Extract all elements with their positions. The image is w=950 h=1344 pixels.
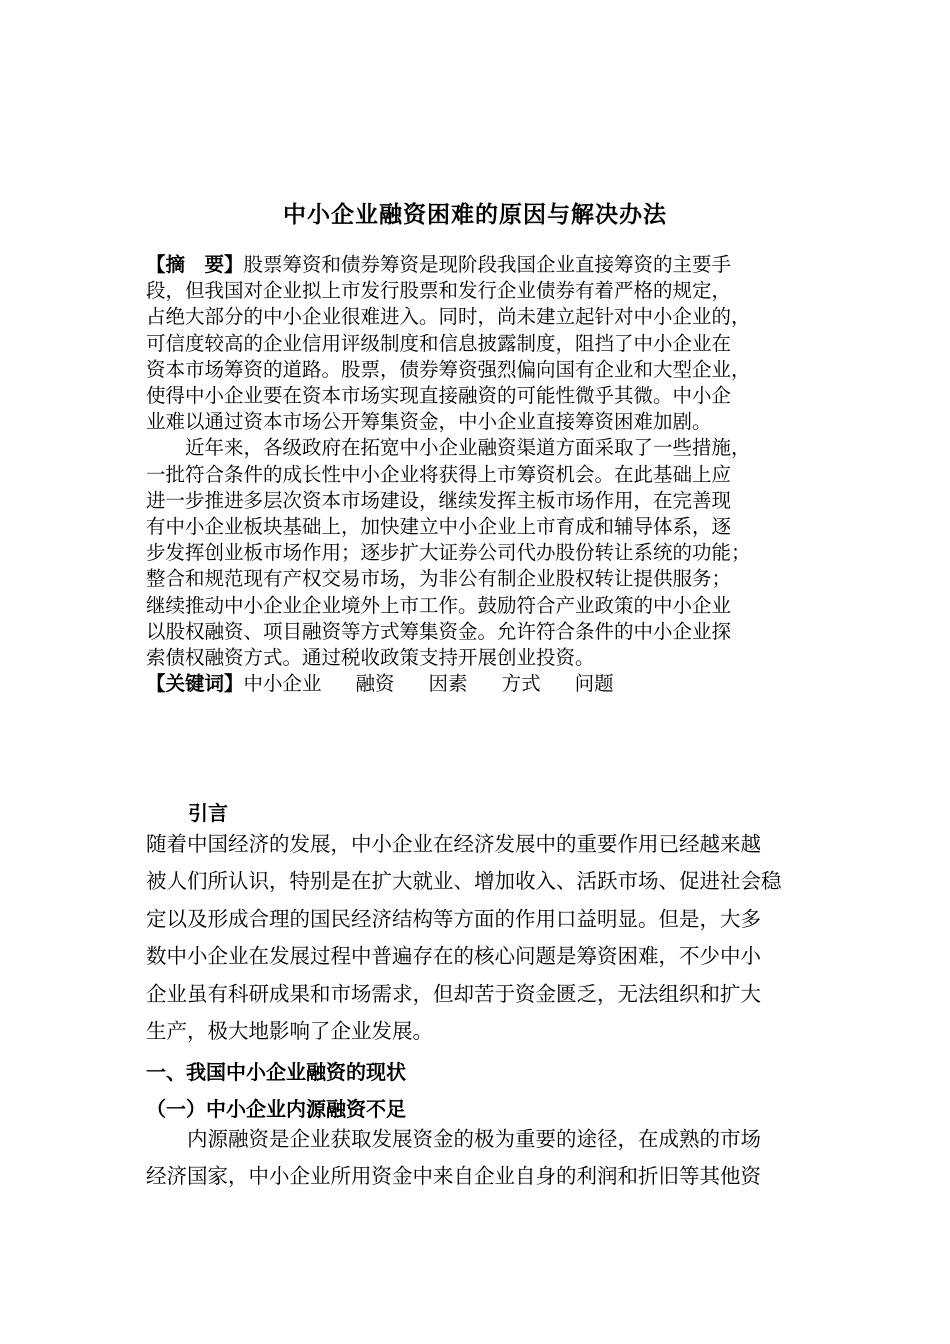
abstract-label: 【摘 要】 xyxy=(146,253,244,276)
abstract-line: 业难以通过资本市场公开筹集资金，中小企业直接筹资困难加剧。 xyxy=(146,410,712,434)
paragraph-line: 随着中国经济的发展，中小企业在经济发展中的重要作用已经越来越 xyxy=(146,832,761,856)
paragraph-line: 数中小企业在发展过程中普遍存在的核心问题是筹资困难，不少中小 xyxy=(146,944,761,969)
abstract-line: 有中小企业板块基础上，加快建立中小企业上市育成和辅导体系，逐 xyxy=(146,515,732,539)
abstract-line: 占绝大部分的中小企业很难进入。同时，尚未建立起针对中小企业的， xyxy=(146,305,751,329)
abstract-line: 进一步推进多层次资本市场建设，继续发挥主板市场作用，在完善现 xyxy=(146,488,732,512)
abstract-line: 近年来，各级政府在拓宽中小企业融资渠道方面采取了一些措施， xyxy=(146,436,751,460)
abstract-line: 以股权融资、项目融资等方式筹集资金。允许符合条件的中小企业探 xyxy=(146,619,732,643)
paragraph-line: 内源融资是企业获取发展资金的极为重要的途径，在成熟的市场 xyxy=(146,1127,761,1151)
abstract-line: 整合和规范现有产权交易市场，为非公有制企业股权转让提供服务； xyxy=(146,567,732,591)
paragraph-line: 经济国家，中小企业所用资金中来自企业自身的利润和折旧等其他资 xyxy=(146,1164,761,1189)
abstract-line: 步发挥创业板市场作用；逐步扩大证券公司代办股份转让系统的功能； xyxy=(146,541,751,565)
abstract-line: 资本市场筹资的道路。股票，债券筹资强烈偏向国有企业和大型企业， xyxy=(146,357,751,381)
abstract-line: 继续推动中小企业企业境外上市工作。鼓励符合产业政策的中小企业 xyxy=(146,593,732,617)
abstract-block xyxy=(146,252,818,697)
abstract-line: 一批符合条件的成长性中小企业将获得上市筹资机会。在此基础上应 xyxy=(146,462,732,486)
abstract-line: 【摘 要】股票筹资和债券筹资是现阶段我国企业直接筹资的主要手 xyxy=(146,253,732,276)
keyword: 因素 xyxy=(428,672,468,696)
section-paragraph xyxy=(146,1121,818,1196)
paragraph-line: 生产，极大地影响了企业发展。 xyxy=(146,1019,433,1044)
intro-paragraph xyxy=(146,826,818,1050)
paragraph-line: 被人们所认识，特别是在扩大就业、增加收入、活跃市场、促进社会稳 xyxy=(146,869,782,894)
keyword: 中小企业 xyxy=(243,672,322,696)
intro-heading: 引言 xyxy=(188,801,228,825)
subsection-heading: （一）中小企业内源融资不足 xyxy=(146,1097,406,1121)
abstract-line: 可信度较高的企业信用评级制度和信息披露制度，阻挡了中小企业在 xyxy=(146,331,732,355)
paragraph-line: 定以及形成合理的国民经济结构等方面的作用口益明显。但是，大多 xyxy=(146,906,761,931)
keywords-line xyxy=(146,671,818,697)
section-heading: 一、我国中小企业融资的现状 xyxy=(146,1060,406,1084)
abstract-line: 索债权融资方式。通过税收政策支持开展创业投资。 xyxy=(146,646,595,670)
document-title: 中小企业融资困难的原因与解决办法 xyxy=(283,202,667,228)
keyword: 方式 xyxy=(501,672,541,696)
keyword: 问题 xyxy=(574,672,614,696)
abstract-line: 段，但我国对企业拟上市发行股票和发行企业债券有着严格的规定， xyxy=(146,279,732,303)
keyword: 融资 xyxy=(355,672,395,696)
paragraph-line: 企业虽有科研成果和市场需求，但却苦于资金匮乏，无法组织和扩大 xyxy=(146,981,761,1006)
keywords-label: 【关键词】 xyxy=(146,672,244,696)
abstract-line: 使得中小企业要在资本市场实现直接融资的可能性微乎其微。中小企 xyxy=(146,384,732,408)
